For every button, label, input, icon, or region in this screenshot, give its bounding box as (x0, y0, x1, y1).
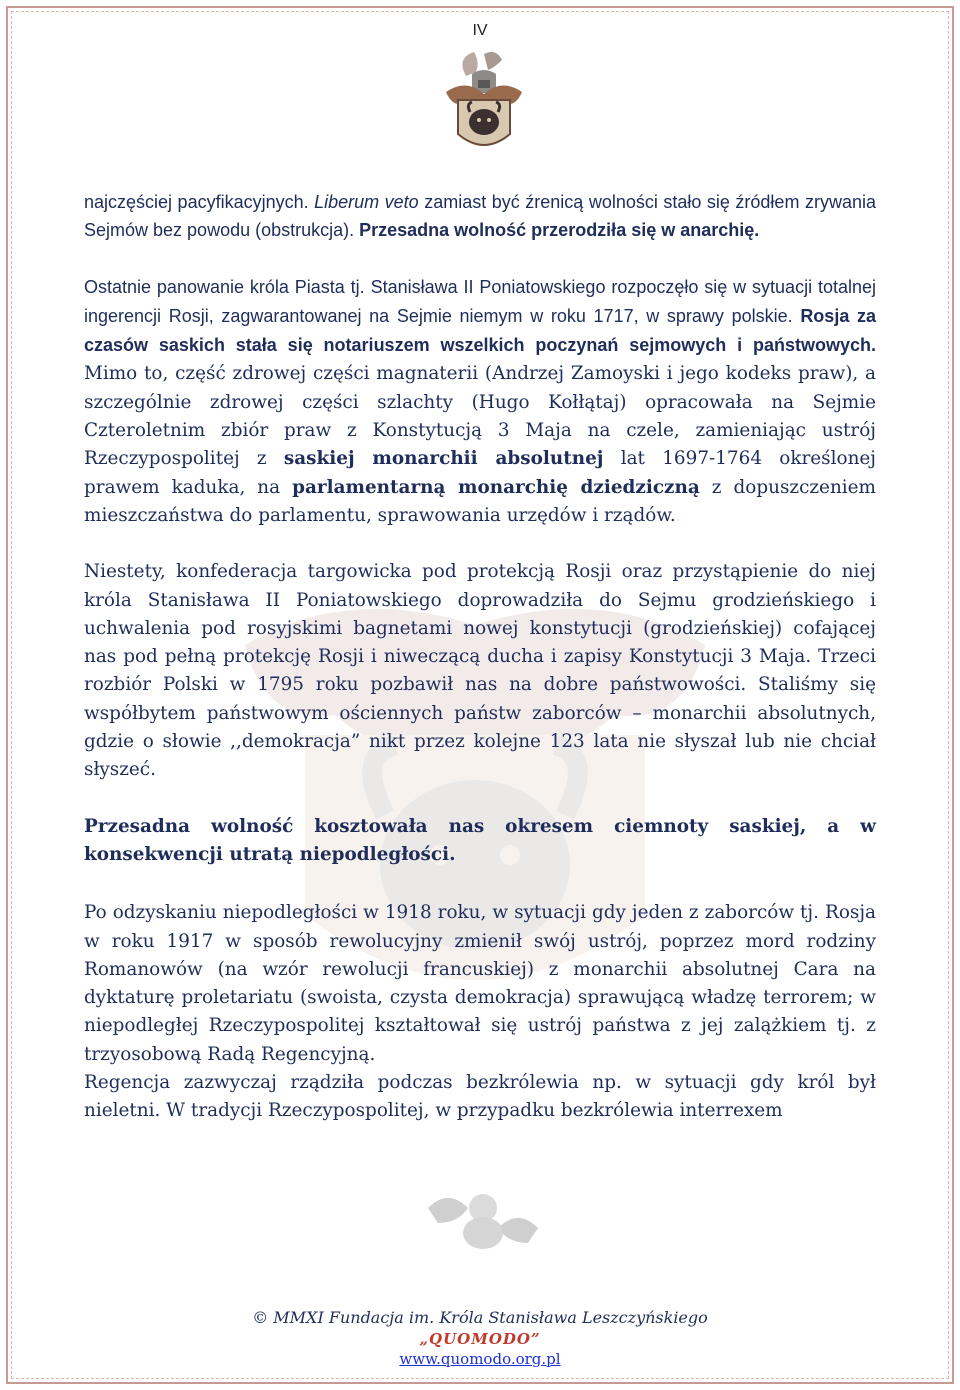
paragraph-5: Po odzyskaniu niepodległości w 1918 roku, w sytuacji gdy jeden z zaborców tj. Rosja w roku 1917 w sposób rewolucyjny zmienił swój ustrój, poprzez mord rodziny Romanowów (na wzór rewolucji francuskiej) z monarchii absolutnej Cara na dyktaturę proletariatu (swoista, czysta demokracja) sprawującą władzę terrorem; w niepodległej Rzeczypospolitej kształtował się ustrój państwa z jej zalążkiem tj. z trzyosobową Radą Regencyjną. (84, 902, 876, 1065)
paragraph-4: Przesadna wolność kosztowała nas okresem ciemnoty saskiej, a w konsekwencji utratą niepodległości. (84, 815, 876, 865)
paragraph-2 (84, 273, 876, 531)
paragraph-2-text-c: lat 1697-1764 określonej prawem kaduka, na (84, 448, 877, 498)
page-number: IV (472, 22, 488, 39)
paragraph-3: Niestety, konfederacja targowicka pod protekcją Rosji oraz przystąpienie do niej króla Stanisława II Poniatowskiego doprowadziła do Sejmu grodzieńskiego i uchwalenia pod rosyjskimi bagnetami nowej konstytucji (grodzieńskiej) cofającej nas pod pełną protekcję Rosji i niweczącą ducha i zapisy Konstytucji 3 Maja. Trzeci rozbiór Polski w 1795 roku pozbawił nas na dobre państwowości. Staliśmy się współbytem państwowym ościennych państw zaborców – monarchii absolutnych, gdzie o słowie ,,demokracja” nikt przez kolejne 123 lata nie słyszał lub nie chciał słyszeć. (84, 561, 876, 781)
liberum-veto-term: Liberum veto (314, 192, 419, 212)
paragraph-1-text-b: zamiast być źrenicą wolności stało się źródłem zrywania Sejmów bez powodu (obstrukcja). (84, 192, 876, 241)
paragraph-2-text-b: Mimo to, część zdrowej części magnaterii (Andrzej Zamoyski i jego kodeks praw), a szczególnie zdrowej części szlachty (Hugo Kołłątaj) opracowała na Sejmie Czteroletnim zbiór praw z Konstytucją 3 Maja na czele, zamieniając ustrój Rzeczypospolitej z (84, 363, 876, 470)
paragraph-1 (84, 188, 876, 245)
putto-ornament-icon (418, 1168, 548, 1268)
footer-copyright: © MMXI Fundacja im. Króla Stanisława Leszczyńskiego (252, 1308, 708, 1327)
document-body (84, 188, 876, 1126)
paragraph-6: Regencja zazwyczaj rządziła podczas bezkrólewia np. w sytuacji gdy król był nieletni. W tradycji Rzeczypospolitej, w przypadku bezkrólewia interrexem (84, 1072, 876, 1122)
monarchia-parlamentarna-term: parlamentarną monarchię dziedziczną (292, 476, 700, 498)
paragraph-2-text-a: Ostatnie panowanie króla Piasta tj. Stanisława II Poniatowskiego rozpoczęło się w sytuacji totalnej ingerencji Rosji, zagwarantowanej na Sejmie niemym w roku 1717, w sprawy polskie. (84, 276, 876, 326)
footer-foundation-name: „QUOMODO” (419, 1330, 541, 1348)
saska-monarchia-term: saskiej monarchii absolutnej (283, 448, 604, 470)
footer-website-link[interactable]: www.quomodo.org.pl (399, 1350, 561, 1368)
paragraph-2-emphasis: Rosja za czasów saskich stała się notariuszem wszelkich poczynań sejmowych i państwowych. (84, 305, 877, 356)
coat-of-arms-icon (436, 48, 532, 160)
paragraph-2-text-d: z dopuszczeniem mieszczaństwa do parlamentu, sprawowania urzędów i rządów. (84, 476, 876, 526)
paragraph-1-text-a: najczęściej pacyfikacyjnych. (84, 192, 315, 212)
paragraph-1-emphasis: Przesadna wolność przerodziła się w anarchię. (359, 220, 760, 241)
